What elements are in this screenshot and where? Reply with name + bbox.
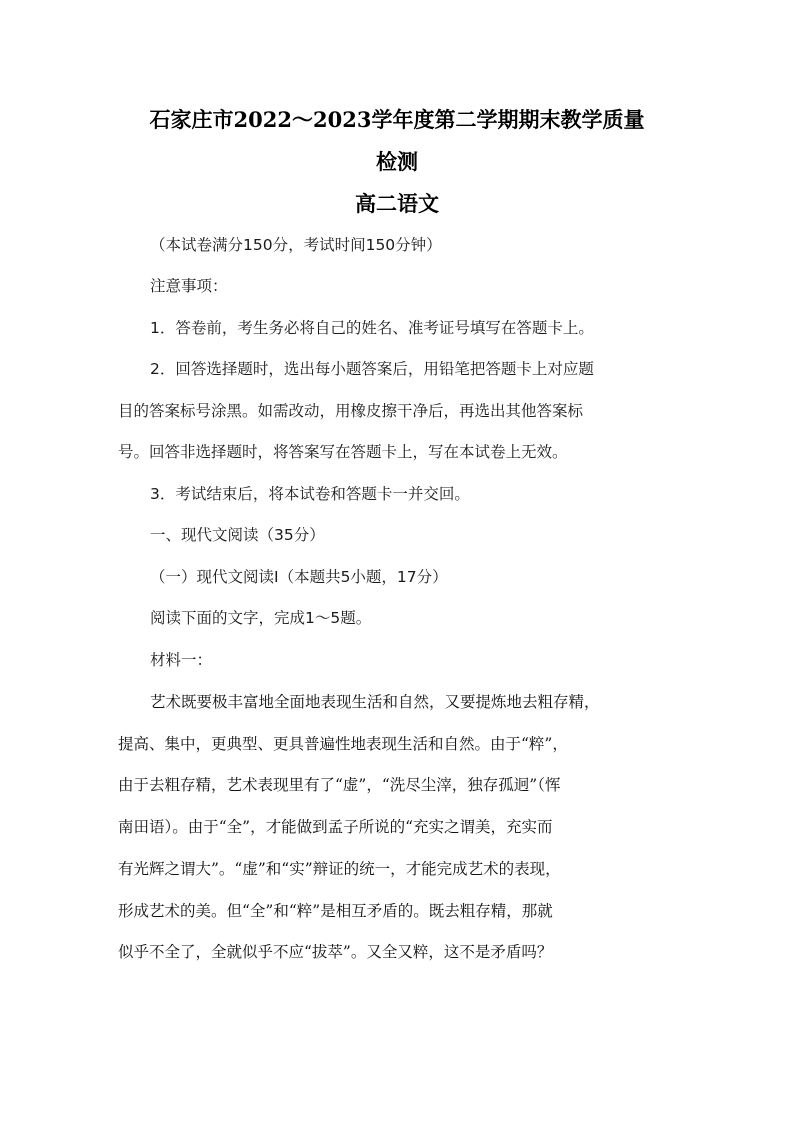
notice-item-2-continued: 号。回答非选择题时，将答案写在答题卡上，写在本试卷上无效。: [118, 443, 568, 461]
exam-info: （本试卷满分150分，考试时间150分钟）: [150, 236, 442, 254]
section-heading: 一、现代文阅读（35分）: [150, 526, 325, 544]
notice-item-3: 3．考试结束后，将本试卷和答题卡一并交回。: [150, 485, 470, 503]
passage-line: 艺术既要极丰富地全面地表现生活和自然，又要提炼地去粗存精，: [150, 693, 600, 711]
notice-item-2: 2．回答选择题时，选出每小题答案后，用铅笔把答题卡上对应题: [150, 360, 594, 378]
passage-line: 有光辉之谓大”。“虚”和“实”辩证的统一，才能完成艺术的表现，: [118, 860, 561, 878]
passage-line: 提高、集中，更典型、更具普遍性地表现生活和自然。由于“粹”，: [118, 735, 568, 753]
material-label: 材料一：: [150, 651, 213, 669]
notice-item-2-continued: 目的答案标号涂黑。如需改动，用橡皮擦干净后，再选出其他答案标: [118, 402, 584, 420]
notice-heading: 注意事项：: [150, 277, 228, 295]
subsection-heading: （一）现代文阅读Ⅰ（本题共5小题，17分）: [150, 568, 448, 586]
passage-line: 形成艺术的美。但“全”和“粹”是相互矛盾的。既去粗存精，那就: [118, 902, 553, 920]
passage-line: 由于去粗存精，艺术表现里有了“虚”，“洗尽尘滓，独存孤迥”（恽: [118, 776, 561, 794]
passage-line: 似乎不全了，全就似乎不应“拔萃”。又全又粹，这不是矛盾吗？: [118, 943, 553, 961]
exam-title-line-2: 检测: [376, 149, 418, 174]
exam-title-line-1: 石家庄市2022～2023学年度第二学期期末教学质量: [149, 107, 645, 132]
instruction: 阅读下面的文字，完成1～5题。: [150, 609, 372, 627]
subject-title: 高二语文: [355, 191, 439, 216]
passage-line: 南田语）。由于“全”，才能做到孟子所说的“充实之谓美，充实而: [118, 818, 553, 836]
notice-item-1: 1．答卷前，考生务必将自己的姓名、准考证号填写在答题卡上。: [150, 319, 594, 337]
